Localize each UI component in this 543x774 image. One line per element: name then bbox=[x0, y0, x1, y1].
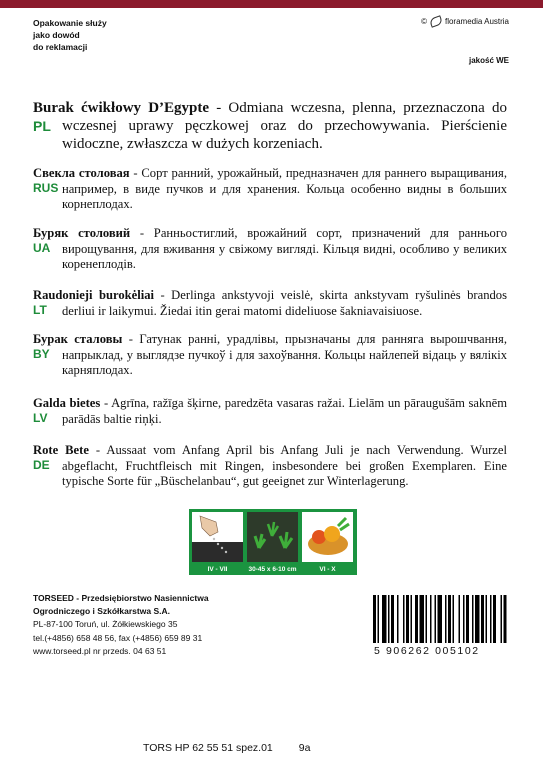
copyright-line bbox=[421, 17, 509, 26]
barcode-bar bbox=[406, 595, 409, 643]
barcode-bar bbox=[415, 595, 418, 643]
description-text: - Гатунак ранні, урадлівы, прызначаны для ранняга вырошчвання, напрыклад, у выглядзе пучкоў і для захоўвання. Кольцы найлепей відаць у вялікіх карняплодах. bbox=[62, 332, 507, 378]
barcode-bar bbox=[426, 595, 428, 643]
barcode-bar bbox=[448, 595, 451, 643]
plant-name: Буряк столовий bbox=[33, 226, 131, 240]
quality-label: jakość WE bbox=[468, 56, 509, 65]
cultivation-icons bbox=[189, 509, 357, 575]
barcode-bar bbox=[493, 595, 496, 643]
language-code: UA bbox=[33, 241, 51, 255]
plant-name: Raudonieji burokėliai bbox=[33, 288, 155, 302]
company-line1: - Przedsiębiorstwo Nasiennictwa bbox=[73, 593, 209, 603]
description-pl bbox=[33, 99, 507, 153]
language-code: RUS bbox=[33, 181, 59, 195]
barcode-bar bbox=[388, 595, 390, 643]
complaint-note-line: do reklamacji bbox=[33, 42, 88, 52]
language-code: LV bbox=[33, 411, 48, 425]
plant-name: Свекла столовая bbox=[33, 166, 130, 180]
footer bbox=[143, 742, 310, 754]
company-name: TORSEED bbox=[33, 593, 74, 603]
complaint-note bbox=[33, 17, 107, 53]
plant-name: Бурак сталовы bbox=[33, 332, 123, 346]
barcode-bar bbox=[420, 595, 425, 643]
description-lv bbox=[33, 396, 507, 427]
description-by bbox=[33, 332, 507, 379]
language-code: PL bbox=[33, 118, 51, 134]
barcode-bar bbox=[463, 595, 465, 643]
barcode-bar bbox=[391, 595, 394, 643]
barcode-bar bbox=[472, 595, 474, 643]
barcode-bar bbox=[445, 595, 447, 643]
language-code: DE bbox=[33, 458, 50, 472]
company-phone: tel.(+4856) 658 48 56, fax (+4856) 659 89 31 bbox=[33, 632, 203, 643]
seedling-spacing-icon bbox=[247, 512, 298, 562]
harvest-period: VI - X bbox=[319, 566, 336, 573]
description-rus bbox=[33, 166, 507, 213]
sowing-hand-icon bbox=[192, 512, 243, 562]
description-de bbox=[33, 443, 507, 490]
description-lt bbox=[33, 288, 507, 319]
brand-name: floramedia Austria bbox=[444, 17, 509, 26]
plant-name: Rote Bete bbox=[33, 443, 89, 457]
barcode-bar bbox=[411, 595, 413, 643]
page-number: 9a bbox=[298, 742, 311, 754]
company-info bbox=[33, 592, 209, 658]
company-line2: Ogrodniczego i Szkółkarstwa S.A. bbox=[33, 606, 170, 617]
barcode-number: 5 906262 005102 bbox=[374, 645, 480, 657]
description-text: - Odmiana wczesna, plenna, przeznaczona do wczesnej uprawy pęczkowej oraz do przechowywania. Pierścienie widoczne, zwłaszcza w dużych korzeniach. bbox=[62, 100, 507, 152]
barcode-bar bbox=[481, 595, 484, 643]
barcode-bar bbox=[438, 595, 443, 643]
plant-name: Burak ćwikłowy D’Egypte bbox=[33, 100, 210, 116]
barcode-bar bbox=[501, 595, 503, 643]
plant-spacing: 30-45 x 6-10 cm bbox=[248, 566, 297, 573]
harvest-basket-icon bbox=[302, 512, 353, 562]
top-color-bar bbox=[0, 0, 543, 8]
complaint-note-line: Opakowanie służy bbox=[33, 18, 107, 28]
description-text: - Сорт ранний, урожайный, предназначен для раннего выращивания, например, в виде пучков и для хранения. Кольца особенно видны в больших корнеплодах. bbox=[62, 166, 507, 212]
language-code: BY bbox=[33, 347, 50, 361]
barcode-bar bbox=[373, 595, 376, 643]
description-text: - Derlinga ankstyvoji veislė, skirta ankstyvam ryšulinės brandos derliui ir laikymui. Žiedai itin gerai matomi dideliuose šakniavaisiuose. bbox=[62, 288, 508, 318]
barcode-bar bbox=[397, 595, 399, 643]
company-web: www.torseed.pl nr przeds. 04 63 51 bbox=[33, 645, 167, 656]
description-text: - Agrīna, ražīga šķirne, paredzēta vasaras ražai. Lielām un pāraugušām saknēm parādās baltie riņķi. bbox=[62, 396, 508, 426]
description-text: - Aussaat vom Anfang April bis Anfang Juli je nach Verwendung. Wurzel abgeflacht, Fruchtfleisch mit Ringen, insbesondere bei großen Exemplaren. Eine typische Sorte für „Büschelanbau“, gut geeignet zur Winterlagerung. bbox=[62, 443, 507, 489]
complaint-note-line: jako dowód bbox=[33, 30, 80, 40]
company-address: PL-87-100 Toruń, ul. Żółkiewskiego 35 bbox=[33, 619, 178, 630]
barcode-bar bbox=[378, 595, 380, 643]
barcode-bar bbox=[459, 595, 461, 643]
barcode-bar bbox=[430, 595, 432, 643]
barcode-bar bbox=[475, 595, 480, 643]
description-text: - Ранньостиглий, врожайний сорт, призначений для раннього вирощування, для вживання у свіжому вигляді. Кільця видні, особливо у великих коренеплодів. bbox=[62, 226, 507, 272]
barcode-bar bbox=[453, 595, 455, 643]
barcode-bar bbox=[486, 595, 488, 643]
language-code: LT bbox=[33, 303, 47, 317]
plant-name: Galda bietes bbox=[33, 396, 101, 410]
description-ua bbox=[33, 226, 507, 273]
barcode-bar bbox=[435, 595, 437, 643]
barcode-bar bbox=[466, 595, 469, 643]
product-code: TORS HP 62 55 51 spez.01 bbox=[143, 742, 273, 754]
barcode-bar bbox=[490, 595, 492, 643]
barcode-bar bbox=[382, 595, 387, 643]
copyright-symbol: © bbox=[421, 17, 427, 26]
barcode-bar bbox=[403, 595, 405, 643]
barcode-bar bbox=[504, 595, 507, 643]
barcode bbox=[373, 595, 508, 643]
sowing-period: IV - VII bbox=[207, 566, 228, 573]
floramedia-leaf-icon bbox=[429, 15, 443, 28]
